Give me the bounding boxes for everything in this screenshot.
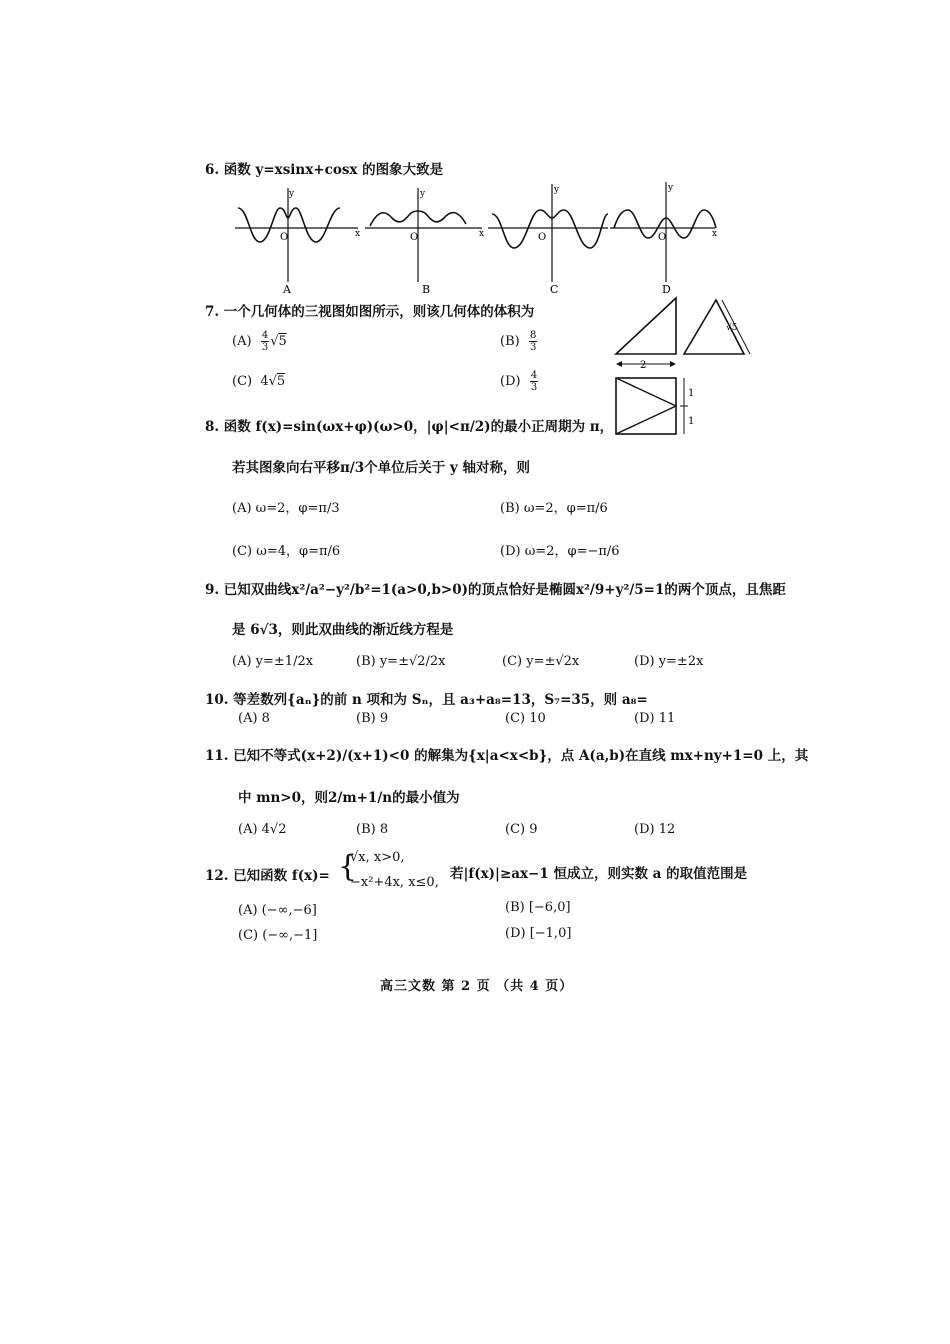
front-view [616, 298, 676, 371]
graph-d-label: D [662, 283, 671, 295]
graph-d-x-label: x [712, 229, 718, 239]
graph-a [235, 188, 360, 295]
graph-a-label: A [283, 283, 291, 295]
q12-brace: { [338, 849, 358, 884]
graph-c [488, 184, 608, 295]
q10-option-d: (D) 11 [634, 711, 676, 726]
q7-option-d: (D) $\frac{4}{3}$ [500, 370, 538, 393]
graph-d-y-label: y [668, 183, 674, 193]
top-view [616, 378, 694, 434]
q11-option-c: (C) 9 [505, 822, 538, 837]
graph-c-y-label: y [554, 185, 560, 195]
q10-option-a: (A) 8 [238, 711, 270, 726]
q8-option-b: (B) ω=2，φ=π/6 [500, 501, 608, 516]
q9-text: 9. 已知双曲线x²/a²−y²/b²=1(a>0,b>0)的顶点恰好是椭圆x²/9+y²/5=1的两个顶点，且焦距 [205, 582, 786, 598]
q8-text2: 若其图象向右平移π/3个单位后关于 y 轴对称，则 [232, 460, 530, 476]
side-view-edge-label: √5 [726, 323, 738, 333]
graph-d-origin: O [658, 232, 667, 243]
q9-text2: 是 6√3，则此双曲线的渐近线方程是 [232, 622, 454, 638]
graph-b-y-label: y [420, 189, 426, 199]
graph-b-origin: O [410, 232, 419, 243]
graph-a-origin: O [280, 232, 289, 243]
front-view-width-label: 2 [640, 360, 647, 371]
q11-text: 11. 已知不等式(x+2)/(x+1)<0 的解集为{x|a<x<b}，点 A(a,b)在直线 mx+ny+1=0 上，其 [205, 748, 809, 764]
graph-b-label: B [422, 283, 431, 295]
top-view-label-upper: 1 [688, 388, 695, 399]
q12-option-d: (D) [−1,0] [505, 926, 572, 941]
graph-a-x-label: x [355, 229, 361, 239]
q7-option-a: (A) $\frac{4}{3}$ √5 [232, 330, 287, 353]
q7-option-b: (B) $\frac{8}{3}$ [500, 330, 537, 353]
q12-text-suffix: 若|f(x)|≥ax−1 恒成立，则实数 a 的取值范围是 [450, 866, 748, 882]
q6-graphs [230, 180, 725, 295]
graph-c-origin: O [538, 232, 547, 243]
q9-option-a: (A) y=±1/2x [232, 654, 314, 669]
q7-text: 7. 一个几何体的三视图如图所示，则该几何体的体积为 [205, 304, 535, 320]
q7-option-c: (C) 4√5 [232, 374, 286, 389]
three-view-diagram [608, 292, 758, 440]
q9-option-d: (D) y=±2x [634, 654, 704, 669]
q10-text: 10. 等差数列{aₙ}的前 n 项和为 Sₙ，且 a₃+a₈=13，S₇=35，则 a₈= [205, 692, 648, 708]
q12-option-c: (C) (−∞,−1] [238, 928, 318, 943]
graph-b [365, 188, 484, 295]
graph-d [610, 182, 717, 295]
q9-option-c: (C) y=±√2x [502, 654, 580, 669]
graph-c-label: C [550, 283, 559, 295]
q6-text: 6. 函数 y=xsinx+cosx 的图象大致是 [205, 162, 444, 178]
side-view [684, 300, 750, 354]
top-view-label-lower: 1 [688, 416, 695, 427]
page-footer: 高三文数 第 2 页 （共 4 页） [380, 979, 574, 994]
q12-piece1: √x, x>0, [350, 850, 405, 865]
q11-option-a: (A) 4√2 [238, 822, 287, 837]
q11-text2: 中 mn>0，则2/m+1/n的最小值为 [238, 790, 460, 806]
q12-option-b: (B) [−6,0] [505, 900, 571, 915]
graph-a-y-label: y [289, 189, 295, 199]
q9-option-b: (B) y=±√2/2x [356, 654, 446, 669]
q8-option-a: (A) ω=2，φ=π/3 [232, 501, 340, 516]
q8-option-c: (C) ω=4，φ=π/6 [232, 544, 341, 559]
q10-option-b: (B) 9 [356, 711, 389, 726]
q8-option-d: (D) ω=2，φ=−π/6 [500, 544, 620, 559]
q12-piece2: −x²+4x, x≤0, [350, 875, 439, 890]
q11-option-b: (B) 8 [356, 822, 389, 837]
q10-option-c: (C) 10 [505, 711, 546, 726]
q12-text-prefix: 12. 已知函数 f(x)= [205, 868, 330, 884]
q12-option-a: (A) (−∞,−6] [238, 903, 317, 918]
q8-text: 8. 函数 f(x)=sin(ωx+φ)(ω>0，|φ|<π/2)的最小正周期为 π， [205, 419, 614, 435]
q11-option-d: (D) 12 [634, 822, 676, 837]
graph-b-x-label: x [479, 229, 485, 239]
